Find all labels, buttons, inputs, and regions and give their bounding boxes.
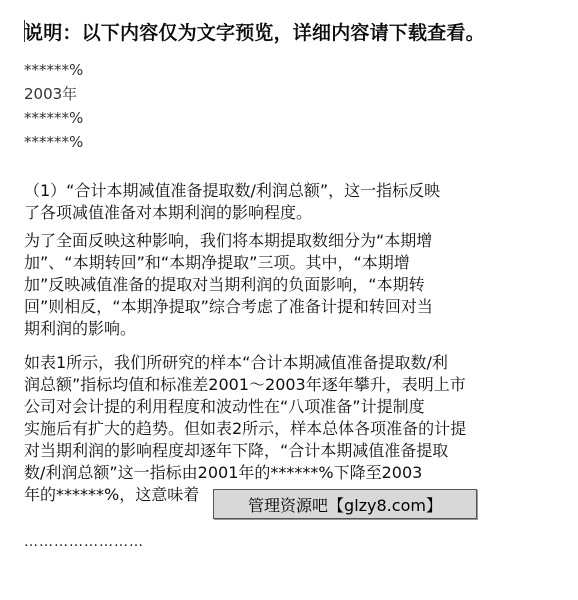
meta-line: ******% (24, 61, 84, 79)
meta-line-year: 2003年 (24, 85, 78, 103)
paragraph-line: 实施后有扩大的趋势。但如表2所示，样本总体各项准备的计提 (24, 419, 467, 438)
paragraph-line: 公司对会计提的利用程度和波动性在“八项准备”计提制度 (24, 397, 425, 416)
paragraph-line: 了各项减值准备对本期利润的影响程度。 (24, 203, 313, 222)
paragraph-line: 加”、“本期转回”和“本期净提取”三项。其中，“本期增 (24, 253, 410, 272)
paragraph-line: 对当期利润的影响程度却逐年下降，“合计本期减值准备提取 (24, 441, 449, 460)
paragraph-line: 期利润的影响。 (24, 319, 137, 338)
meta-line: ******% (24, 109, 84, 127)
meta-line: ******% (24, 133, 84, 151)
paragraph-line: （1）“合计本期减值准备提取数/利润总额”，这一指标反映 (24, 181, 441, 200)
continuation-dots: …………………… (24, 534, 144, 550)
paragraph-line: 加”反映减值准备的提取对当期利润的负面影响，“本期转 (24, 275, 425, 294)
paragraph-line: 润总额”指标均值和标准差2001～2003年逐年攀升，表明上市 (24, 375, 466, 394)
paragraph-2 (24, 230, 564, 340)
paragraph-line: 年的******%，这意味着 (24, 485, 200, 504)
paragraph-line: 数/利润总额”这一指标由2001年的******%下降至2003 (24, 463, 423, 482)
paragraph-line: 为了全面反映这种影响，我们将本期提取数细分为“本期增 (24, 231, 433, 250)
paragraph-1 (24, 180, 564, 224)
paragraph-line: 如表1所示，我们所研究的样本“合计本期减值准备提取数/利 (24, 353, 448, 372)
preview-notice: 说明：以下内容仅为文字预览，详细内容请下载查看。 (24, 22, 485, 44)
paragraph-line: 回”则相反，“本期净提取”综合考虑了准备计提和转回对当 (24, 297, 433, 316)
site-watermark-banner[interactable]: 管理资源吧【glzy8.com】 (213, 489, 477, 519)
paragraph-3 (24, 352, 564, 506)
